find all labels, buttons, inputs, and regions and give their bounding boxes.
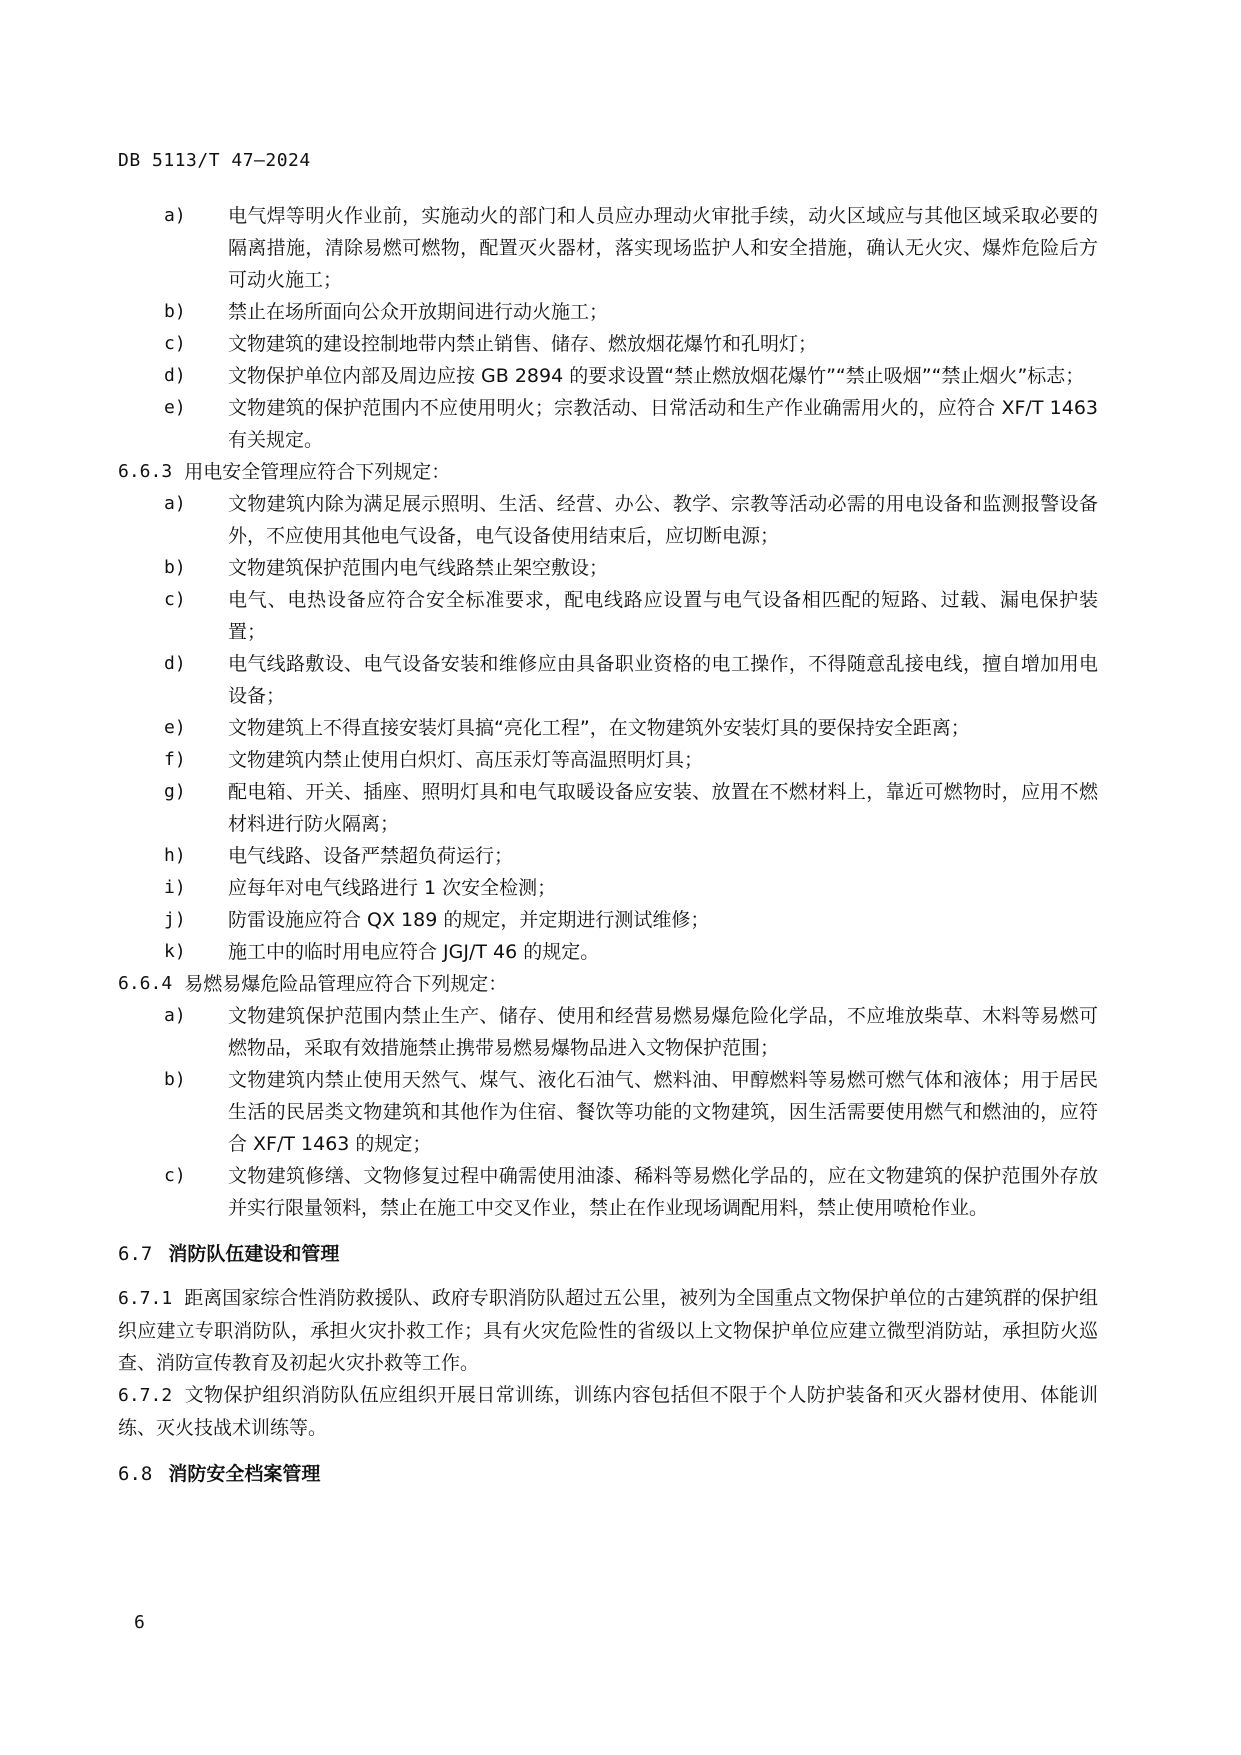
- list-item: b) 禁止在场所面向公众开放期间进行动火施工；: [164, 301, 609, 323]
- list-item: b) 文物建筑保护范围内电气线路禁止架空敷设；: [164, 557, 609, 579]
- clause-6-6-3: 6.6.3 用电安全管理应符合下列规定：: [118, 461, 451, 483]
- clause-6-6-4: 6.6.4 易燃易爆危险品管理应符合下列规定：: [118, 973, 508, 995]
- list-item: k) 施工中的临时用电应符合 JGJ/T 46 的规定。: [164, 941, 600, 963]
- list-item: d) 文物保护单位内部及周边应按 GB 2894 的要求设置“禁止燃放烟花爆竹”“禁止吸烟”“禁止烟火”标志；: [164, 365, 1085, 387]
- list-item: e) 文物建筑的保护范围内不应使用明火；宗教活动、日常活动和生产作业确需用火的，应符合 XF/T 1463 有关规定。: [164, 397, 1098, 451]
- clause-6-7-1: 6.7.1 距离国家综合性消防救援队、政府专职消防队超过五公里，被列为全国重点文物保护单位的古建筑群的保护组织应建立专职消防队，承担火灾扑救工作；具有火灾危险性的省级以上文物保护单位应建立微型消防站，承担防火巡查、消防宣传教育及初起火灾扑救等工作。: [118, 1287, 1098, 1374]
- list-item: d) 电气线路敷设、电气设备安装和维修应由具备职业资格的电工操作，不得随意乱接电线，擅自增加用电设备；: [164, 653, 1098, 707]
- list-electrical: [118, 488, 1098, 968]
- list-item: a) 电气焊等明火作业前，实施动火的部门和人员应办理动火审批手续，动火区域应与其他区域采取必要的隔离措施，清除易燃可燃物，配置灭火器材，落实现场监护人和安全措施，确认无火灾、爆炸危险后方可动火施工；: [164, 205, 1098, 291]
- clause-6-7-2: 6.7.2 文物保护组织消防队伍应组织开展日常训练，训练内容包括但不限于个人防护装备和灭火器材使用、体能训练、灭火技战术训练等。: [118, 1384, 1098, 1439]
- list-item: c) 电气、电热设备应符合安全标准要求，配电线路应设置与电气设备相匹配的短路、过载、漏电保护装置；: [164, 589, 1098, 643]
- list-item: b) 文物建筑内禁止使用天然气、煤气、液化石油气、燃料油、甲醇燃料等易燃可燃气体和液体；用于居民生活的民居类文物建筑和其他作为住宿、餐饮等功能的文物建筑，因生活需要使用燃气和燃油的，应符合 XF/T 1463 的规定；: [164, 1069, 1098, 1155]
- list-hot-work: [118, 200, 1098, 456]
- list-item: a) 文物建筑内除为满足展示照明、生活、经营、办公、教学、宗教等活动必需的用电设备和监测报警设备外，不应使用其他电气设备，电气设备使用结束后，应切断电源；: [164, 493, 1098, 547]
- document-id: DB 5113/T 47—2024: [118, 150, 311, 171]
- section-heading-6-7: 6.7 消防队伍建设和管理: [118, 1243, 340, 1265]
- list-item: i) 应每年对电气线路进行 1 次安全检测；: [164, 877, 557, 899]
- list-item: c) 文物建筑的建设控制地带内禁止销售、储存、燃放烟花爆竹和孔明灯；: [164, 333, 818, 355]
- list-hazardous: [118, 1000, 1098, 1224]
- page-content: [118, 200, 1098, 1502]
- list-item: g) 配电箱、开关、插座、照明灯具和电气取暖设备应安装、放置在不燃材料上，靠近可燃物时，应用不燃材料进行防火隔离；: [164, 781, 1098, 835]
- list-item: e) 文物建筑上不得直接安装灯具搞“亮化工程”，在文物建筑外安装灯具的要保持安全距离；: [164, 717, 970, 739]
- list-item: a) 文物建筑保护范围内禁止生产、储存、使用和经营易燃易爆危险化学品，不应堆放柴草、木料等易燃可燃物品，采取有效措施禁止携带易燃易爆物品进入文物保护范围；: [164, 1005, 1098, 1059]
- list-item: h) 电气线路、设备严禁超负荷运行；: [164, 845, 514, 867]
- list-item: j) 防雷设施应符合 QX 189 的规定，并定期进行测试维修；: [164, 909, 710, 931]
- list-item: c) 文物建筑修缮、文物修复过程中确需使用油漆、稀料等易燃化学品的，应在文物建筑的保护范围外存放并实行限量领料，禁止在施工中交叉作业，禁止在作业现场调配用料，禁止使用喷枪作业。: [164, 1165, 1098, 1219]
- list-item: f) 文物建筑内禁止使用白炽灯、高压汞灯等高温照明灯具；: [164, 749, 704, 771]
- page-number: 6: [134, 1612, 145, 1633]
- section-heading-6-8: 6.8 消防安全档案管理: [118, 1463, 321, 1485]
